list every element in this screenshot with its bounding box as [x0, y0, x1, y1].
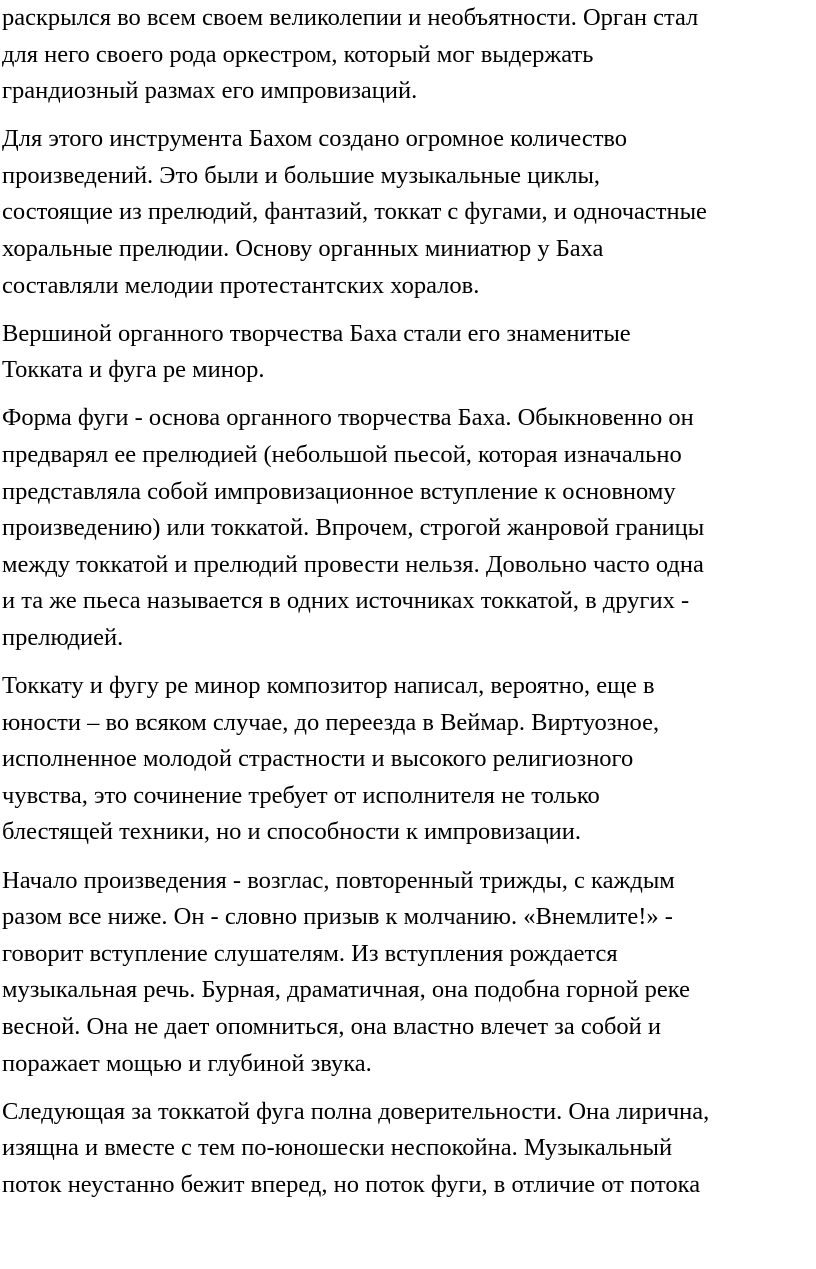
text-line: Вершиной органного творчества Баха стали его знаменитые [2, 319, 631, 347]
text-line: представляла собой импровизационное вступление к основному [2, 477, 676, 505]
text-line: произведений. Это были и большие музыкальные циклы, [2, 161, 601, 189]
text-line: составляли мелодии протестантских хоралов. [2, 271, 480, 299]
text-line: весной. Она не дает опомниться, она властно влечет за собой и [2, 1012, 662, 1040]
text-line: и та же пьеса называется в одних источниках токкатой, в других - [2, 587, 690, 615]
text-line: разом все ниже. Он - словно призыв к молчанию. «Внемлите!» - [2, 903, 673, 931]
text-line: юности – во всяком случае, до переезда в Веймар. Виртуозное, [2, 708, 660, 736]
paragraph [2, 0, 814, 110]
text-line: между токкатой и прелюдий провести нельзя. Довольно часто одна [2, 550, 704, 578]
text-line: музыкальная речь. Бурная, драматичная, она подобна горной реке [2, 976, 690, 1004]
paragraph [2, 668, 814, 851]
text-line: поражает мощью и глубиной звука. [2, 1049, 372, 1077]
paragraph [2, 121, 814, 304]
paragraph [2, 1094, 814, 1204]
text-line: хоральные прелюдии. Основу органных миниатюр у Баха [2, 235, 604, 263]
text-line: состоящие из прелюдий, фантазий, токкат с фугами, и одночастные [2, 198, 707, 226]
text-line: чувства, это сочинение требует от исполнителя не только [2, 781, 600, 809]
text-line: говорит вступление слушателям. Из вступления рождается [2, 939, 618, 967]
text-line: блестящей техники, но и способности к импровизации. [2, 818, 581, 846]
text-line: поток неустанно бежит вперед, но поток фуги, в отличие от потока [2, 1170, 701, 1198]
text-line: исполненное молодой страстности и высокого религиозного [2, 745, 634, 773]
text-line: произведению) или токкатой. Впрочем, строгой жанровой границы [2, 514, 705, 542]
text-line: Форма фуги - основа органного творчества Баха. Обыкновенно он [2, 404, 694, 432]
text-line: прелюдией. [2, 624, 124, 651]
paragraph [2, 863, 814, 1083]
text-line: для него своего рода оркестром, который мог выдержать [2, 40, 594, 68]
paragraph [2, 400, 814, 656]
text-line: раскрылся во всем своем великолепии и необъятности. Орган стал [2, 4, 699, 31]
document-page [2, 0, 814, 1215]
text-line: Токкату и фугу ре минор композитор написал, вероятно, еще в [2, 672, 655, 700]
text-line: изящна и вместе с тем по-юношески неспокойна. Музыкальный [2, 1134, 673, 1162]
text-line: Для этого инструмента Бахом создано огромное количество [2, 125, 628, 153]
text-line: Следующая за токкатой фуга полна доверительности. Она лирична, [2, 1097, 710, 1125]
text-line: Начало произведения - возглас, повторенный трижды, с каждым [2, 866, 675, 894]
paragraph [2, 316, 814, 389]
text-line: грандиозный размах его импровизаций. [2, 77, 418, 105]
text-line: Токката и фуга ре минор. [2, 356, 265, 384]
text-line: предварял ее прелюдией (небольшой пьесой, которая изначально [2, 441, 682, 469]
